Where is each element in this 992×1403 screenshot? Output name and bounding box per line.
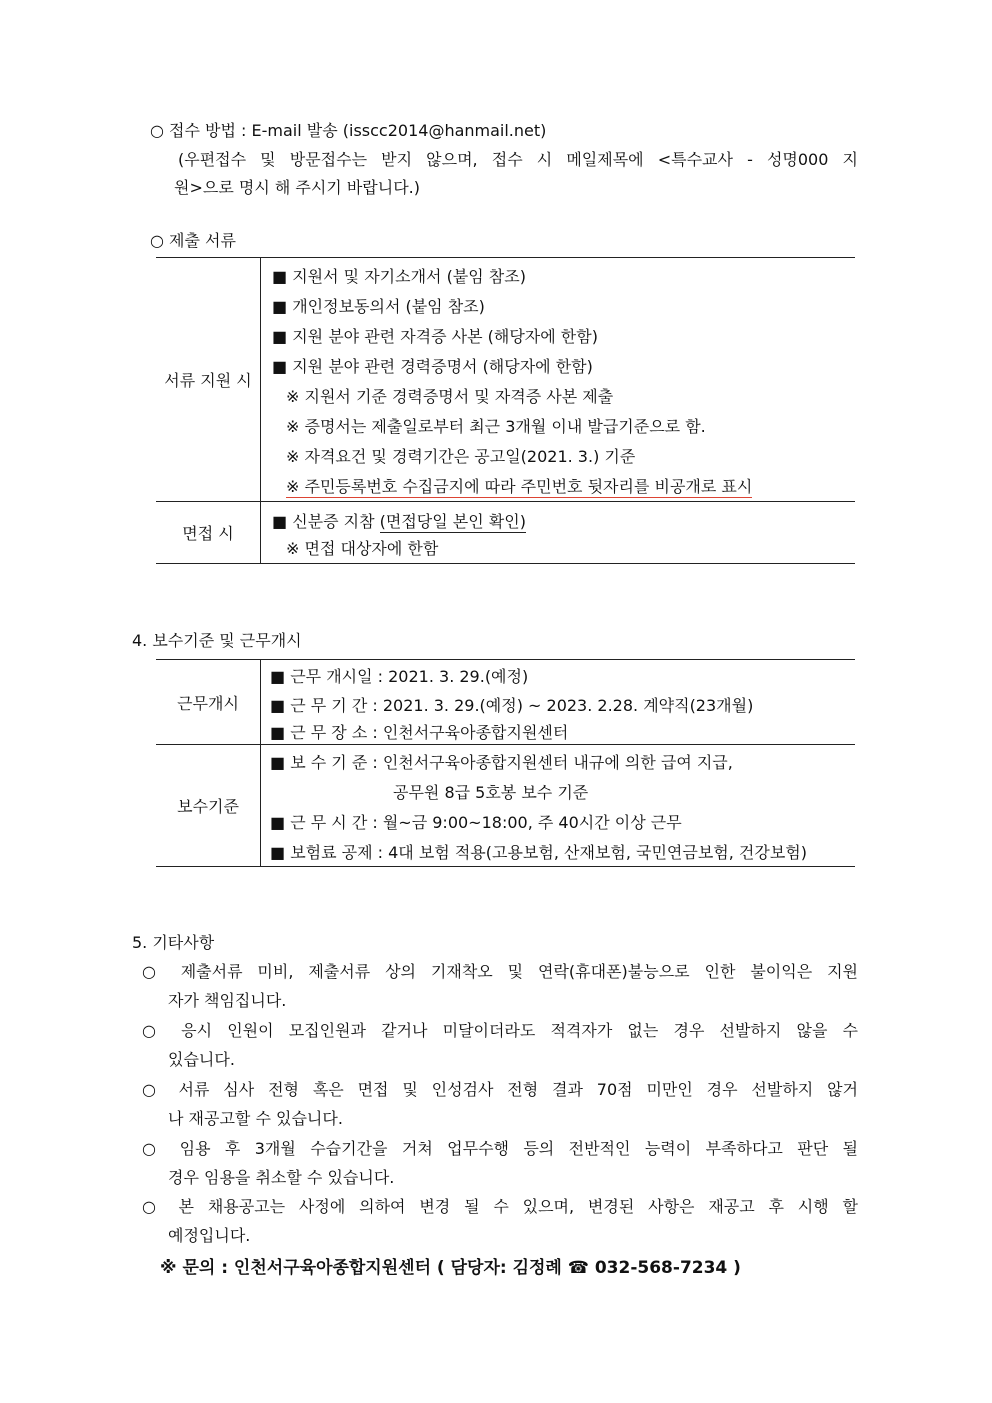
doc-item-id xyxy=(272,509,526,532)
doc-note: ※ 자격요건 및 경력기간은 공고일(2021. 3.) 기준 xyxy=(286,447,636,466)
section5-heading: 5. 기타사항 xyxy=(132,933,215,952)
notice-item-5-cont: 예정입니다. xyxy=(168,1226,251,1245)
documents-heading: ○ 제출 서류 xyxy=(150,231,236,250)
salary-item-cont: 공무원 8급 5호봉 보수 기준 xyxy=(393,783,589,802)
doc-note: ※ 면접 대상자에 한함 xyxy=(286,539,439,558)
doc-note-privacy xyxy=(286,474,752,497)
doc-item: ■ 개인정보동의서 (붙임 참조) xyxy=(272,297,485,316)
notice-item-5: ○ 본 채용공고는 사정에 의하여 변경 될 수 있으며, 변경된 사항은 재공고 후 시행 할 xyxy=(142,1197,858,1216)
doc-item: ■ 지원 분야 관련 자격증 사본 (해당자에 한함) xyxy=(272,327,598,346)
doc-item: ■ 지원 분야 관련 경력증명서 (해당자에 한함) xyxy=(272,357,593,376)
doc-item: ■ 지원서 및 자기소개서 (붙임 참조) xyxy=(272,267,526,286)
doc-note: ※ 지원서 기준 경력증명서 및 자격증 사본 제출 xyxy=(286,387,614,406)
submission-note-line2: 원>으로 명시 해 주시기 바랍니다.) xyxy=(174,178,421,197)
contact-info: ※ 문의 : 인천서구육아종합지원센터 ( 담당자: 김정례 ☎ 032-568-7234 ) xyxy=(160,1258,741,1278)
id-item-text: ■ 신분증 지참 xyxy=(272,512,380,531)
submission-method: ○ 접수 방법 : E-mail 발송 (isscc2014@hanmail.net) xyxy=(150,121,547,140)
insurance-item: ■ 보험료 공제 : 4대 보험 적용(고용보험, 산재보험, 국민연금보험, 건강보험) xyxy=(270,843,807,862)
work-start-item: ■ 근무 개시일 : 2021. 3. 29.(예정) xyxy=(270,667,529,686)
notice-item-3-cont: 나 재공고할 수 있습니다. xyxy=(168,1109,343,1128)
privacy-note-text: ※ 주민등록번호 수집금지에 따라 주민번호 뒷자리를 비공개로 표시 xyxy=(286,477,753,496)
notice-item-4-cont: 경우 임용을 취소할 수 있습니다. xyxy=(168,1168,395,1187)
notice-item-1: ○ 제출서류 미비, 제출서류 상의 기재착오 및 연락(휴대폰)불능으로 인한 불이익은 지원 xyxy=(142,962,858,981)
work-period-item: ■ 근 무 기 간 : 2021. 3. 29.(예정) ~ 2023. 2.28. 계약직(23개월) xyxy=(270,696,754,715)
submission-note-line1: (우편접수 및 방문접수는 받지 않으며, 접수 시 메일제목에 <특수교사 - 성명000 지 xyxy=(178,150,858,169)
notice-item-2-cont: 있습니다. xyxy=(168,1050,235,1069)
salary-item: ■ 보 수 기 준 : 인천서구육아종합지원센터 내규에 의한 급여 지급, xyxy=(270,753,733,772)
section4-heading: 4. 보수기준 및 근무개시 xyxy=(132,631,302,650)
documents-row-label-application: 서류 지원 시 xyxy=(164,371,252,390)
row-label-salary: 보수기준 xyxy=(177,797,239,816)
documents-row-label-interview: 면접 시 xyxy=(182,524,234,543)
work-place-item: ■ 근 무 장 소 : 인천서구육아종합지원센터 xyxy=(270,723,569,742)
id-item-underlined: (면접당일 본인 확인) xyxy=(379,512,526,531)
row-label-start: 근무개시 xyxy=(177,693,239,713)
notice-item-1-cont: 자가 책임집니다. xyxy=(168,991,287,1010)
notice-item-3: ○ 서류 심사 전형 혹은 면접 및 인성검사 전형 결과 70점 미만인 경우 선발하지 않거 xyxy=(142,1080,858,1099)
notice-item-4: ○ 임용 후 3개월 수습기간을 거쳐 업무수행 등의 전반적인 능력이 부족하다고 판단 될 xyxy=(142,1139,858,1158)
doc-note: ※ 증명서는 제출일로부터 최근 3개월 이내 발급기준으로 함. xyxy=(286,417,706,436)
work-hours-item: ■ 근 무 시 간 : 월~금 9:00~18:00, 주 40시간 이상 근무 xyxy=(270,813,682,832)
notice-item-2: ○ 응시 인원이 모집인원과 같거나 미달이더라도 적격자가 없는 경우 선발하지 않을 수 xyxy=(142,1021,858,1040)
